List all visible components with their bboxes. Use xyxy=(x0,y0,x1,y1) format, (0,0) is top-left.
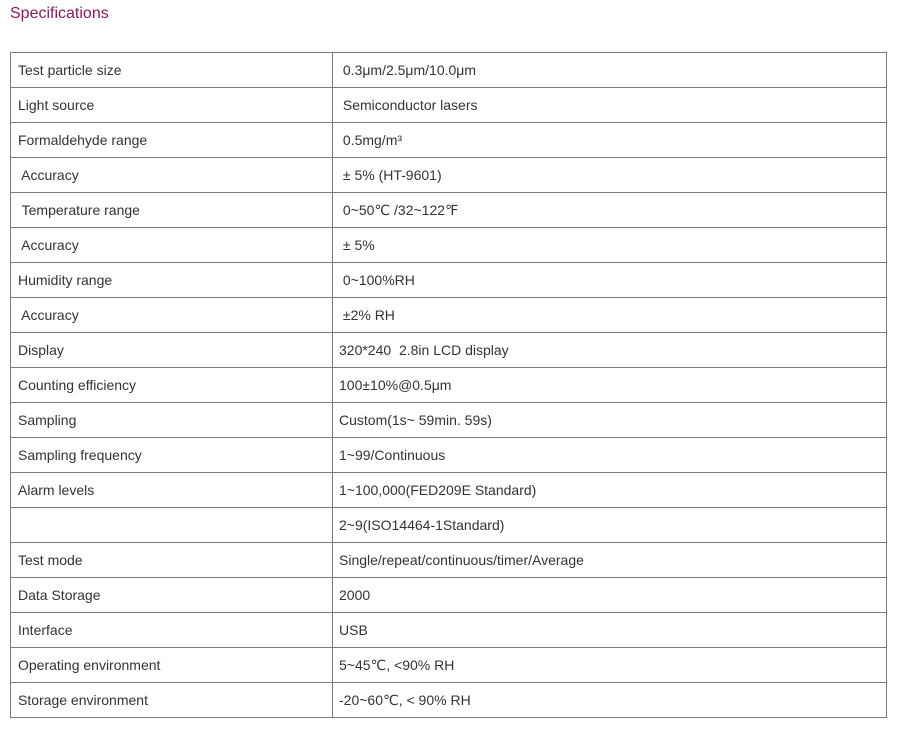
table-row xyxy=(11,403,887,438)
spec-value-cell: USB xyxy=(333,613,887,648)
spec-label-cell: Temperature range xyxy=(11,193,333,228)
table-row xyxy=(11,648,887,683)
spec-value-cell: ± 5% (HT-9601) xyxy=(333,158,887,193)
spec-label-cell: Accuracy xyxy=(11,158,333,193)
table-row xyxy=(11,683,887,718)
table-row xyxy=(11,473,887,508)
spec-value-cell: ±2% RH xyxy=(333,298,887,333)
spec-label-cell: Formaldehyde range xyxy=(11,123,333,158)
table-row xyxy=(11,543,887,578)
table-row xyxy=(11,123,887,158)
table-row xyxy=(11,298,887,333)
spec-label-cell: Light source xyxy=(11,88,333,123)
spec-label-cell: Accuracy xyxy=(11,298,333,333)
table-row xyxy=(11,578,887,613)
spec-value-cell: 320*240 2.8in LCD display xyxy=(333,333,887,368)
table-row xyxy=(11,53,887,88)
spec-label-cell: Interface xyxy=(11,613,333,648)
table-row xyxy=(11,228,887,263)
spec-label-cell: Alarm levels xyxy=(11,473,333,508)
table-row xyxy=(11,368,887,403)
spec-label-cell: Data Storage xyxy=(11,578,333,613)
page-title: Specifications xyxy=(10,5,109,22)
spec-label-cell: Sampling xyxy=(11,403,333,438)
table-row xyxy=(11,333,887,368)
table-row xyxy=(11,263,887,298)
spec-value-cell: ± 5% xyxy=(333,228,887,263)
table-row xyxy=(11,88,887,123)
spec-label-cell xyxy=(11,508,333,543)
spec-value-cell: -20~60℃, < 90% RH xyxy=(333,683,887,718)
spec-label-cell: Display xyxy=(11,333,333,368)
table-row xyxy=(11,158,887,193)
spec-label-cell: Accuracy xyxy=(11,228,333,263)
spec-value-cell: 1~99/Continuous xyxy=(333,438,887,473)
spec-value-cell: 100±10%@0.5μm xyxy=(333,368,887,403)
spec-label-cell: Storage environment xyxy=(11,683,333,718)
spec-value-cell: 0~100%RH xyxy=(333,263,887,298)
spec-value-cell: Single/repeat/continuous/timer/Average xyxy=(333,543,887,578)
spec-label-cell: Test particle size xyxy=(11,53,333,88)
spec-value-cell: Custom(1s~ 59min. 59s) xyxy=(333,403,887,438)
table-row xyxy=(11,613,887,648)
spec-label-cell: Sampling frequency xyxy=(11,438,333,473)
spec-value-cell: 2~9(ISO14464-1Standard) xyxy=(333,508,887,543)
spec-label-cell: Humidity range xyxy=(11,263,333,298)
spec-value-cell: Semiconductor lasers xyxy=(333,88,887,123)
specifications-table xyxy=(10,52,887,718)
spec-value-cell: 0.5mg/m³ xyxy=(333,123,887,158)
table-row xyxy=(11,438,887,473)
spec-label-cell: Counting efficiency xyxy=(11,368,333,403)
specifications-table-body xyxy=(11,53,887,718)
spec-label-cell: Test mode xyxy=(11,543,333,578)
spec-label-cell: Operating environment xyxy=(11,648,333,683)
table-row xyxy=(11,193,887,228)
spec-value-cell: 1~100,000(FED209E Standard) xyxy=(333,473,887,508)
spec-value-cell: 0.3μm/2.5μm/10.0μm xyxy=(333,53,887,88)
spec-value-cell: 2000 xyxy=(333,578,887,613)
spec-value-cell: 5~45℃, <90% RH xyxy=(333,648,887,683)
spec-value-cell: 0~50℃ /32~122℉ xyxy=(333,193,887,228)
table-row xyxy=(11,508,887,543)
